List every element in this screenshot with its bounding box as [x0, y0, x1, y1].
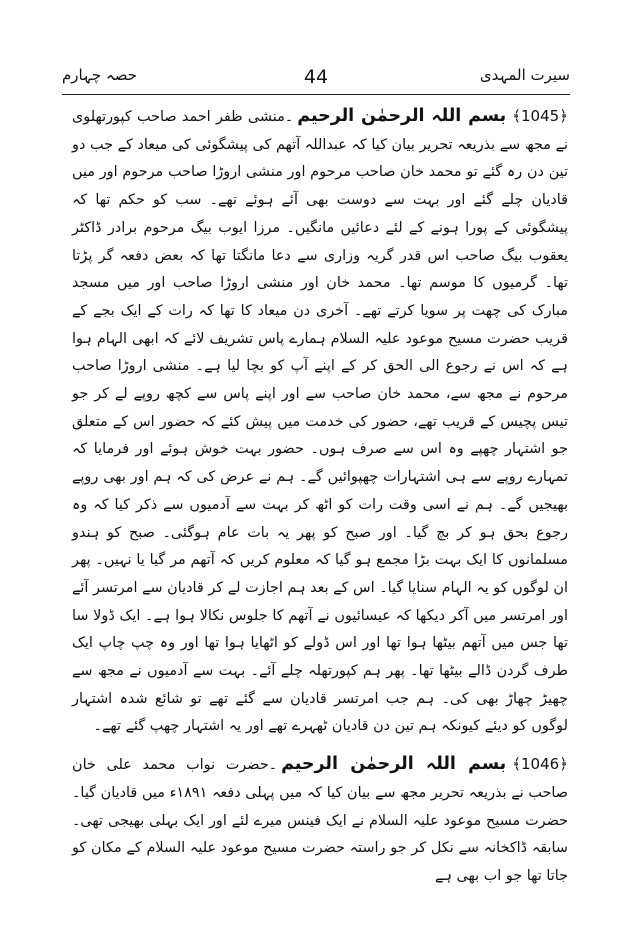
narration-number: ﴿1045﴾ [512, 107, 568, 125]
basmala-heading: بسم اللہ الرحمٰن الرحیم [297, 106, 507, 126]
paragraph-text: ۔حضرت نواب محمد علی خان صاحب نے بذریعہ تحریر مجھ سے بیان کیا کہ میں پہلی دفعہ ۱۸۹۱ء میں قادیان گیا۔ حضرت مسیح موعود علیہ السلام نے ایک فینس میرے لئے اور ایک بہلی بھیجی تھی۔ سابقہ ڈاکخانہ سے نکل کر جو راستہ حضرت مسیح موعود علیہ السلام کے مکان کو جاتا تھا جو اب بھی ہے [72, 757, 568, 884]
header-divider [62, 94, 570, 95]
basmala-heading: بسم اللہ الرحمٰن الرحیم [281, 754, 507, 775]
narration-number: ﴿1046﴾ [512, 755, 568, 774]
paragraph-text: ۔منشی ظفر احمد صاحب کپورتھلوی نے مجھ سے بذریعہ تحریر بیان کیا کہ عبداللہ آتھم کی پیشگوئی کی میعاد کے جب دو تین دن رہ گئے تو محمد خان صاحب مرحوم اور منشی اروڑا صاحب مرحوم اور میں قادیان چلے گئے اور بہت سے دوست بھی آئے ہوئے تھے۔ سب کو حکم تھا کہ پیشگوئی کے پورا ہونے کے لئے دعائیں مانگیں۔ مرزا ایوب بیگ مرحوم برادر ڈاکٹر یعقوب بیگ صاحب اس قدر گریہ وزاری سے دعا مانگتا تھا کہ بعض دفعہ گر پڑتا تھا۔ گرمیوں کا موسم تھا۔ محمد خان اور منشی اروڑا صاحب اور میں مسجد مبارک کی چھت پر سویا کرتے تھے۔ آخری دن میعاد کا تھا کہ رات کے ایک بجے کے قریب حضرت مسیح موعود علیہ السلام ہمارے پاس تشریف لائے کہ ابھی الہام ہوا ہے کہ اس نے رجوع الی الحق کر کے اپنے آپ کو بچا لیا ہے۔ منشی اروڑا صاحب مرحوم نے مجھ سے، محمد خان صاحب سے اور اپنے پاس سے کچھ روپے لے کر جو تیس پچیس کے قریب تھے، حضور کی خدمت میں پیش کئے کہ حضور اس کے متعلق جو اشتہار چھپے وہ اس سے صرف ہوں۔ حضور بہت خوش ہوئے اور فرمایا کہ تمہارے روپے سے ہی اشتہارات چھپوائیں گے۔ ہم نے عرض کی کہ ہم اور بھی روپے بھیجیں گے۔ ہم نے اسی وقت رات کو اٹھ کر بہت سے آدمیوں سے ذکر کیا کہ وہ رجوع بحق ہو کر بچ گیا۔ اور صبح کو پھر یہ بات عام ہوگئی۔ صبح کو ہندو مسلمانوں کا ایک بہت بڑا مجمع ہو گیا کہ معلوم کریں کہ آتھم مر گیا یا نہیں۔ پھر ان لوگوں کو یہ الہام سنایا گیا۔ اس کے بعد ہم اجازت لے کر قادیان سے امرتسر آئے اور امرتسر میں آکر دیکھا کہ عیسائیوں نے آتھم کا جلوس نکالا ہوا ہے۔ ایک ڈولا سا تھا جس میں آتھم بیٹھا ہوا تھا اور اس ڈولے کو اٹھایا ہوا تھا اور وہ چپ چاپ ایک طرف گردن ڈالے بیٹھا تھا۔ پھر ہم کپورتھلہ چلے آئے۔ بہت سے آدمیوں نے مجھ سے چھیڑ چھاڑ بھی کی۔ ہم جب امرتسر قادیان سے گئے تھے تو شائع شدہ اشتہار لوگوں کو دیئے کیونکہ ہم تین دن قادیان ٹھہرے تھے اور یہ اشتہار چھپ گئے تھے۔ [72, 109, 568, 735]
paragraph-1046 [72, 751, 568, 891]
book-title: سیرت المہدی [479, 66, 570, 84]
page-header [62, 66, 570, 92]
section-label: حصہ چہارم [62, 66, 137, 84]
page-number: 44 [303, 66, 329, 88]
paragraph-1045 [72, 103, 568, 741]
page-body [72, 103, 568, 891]
